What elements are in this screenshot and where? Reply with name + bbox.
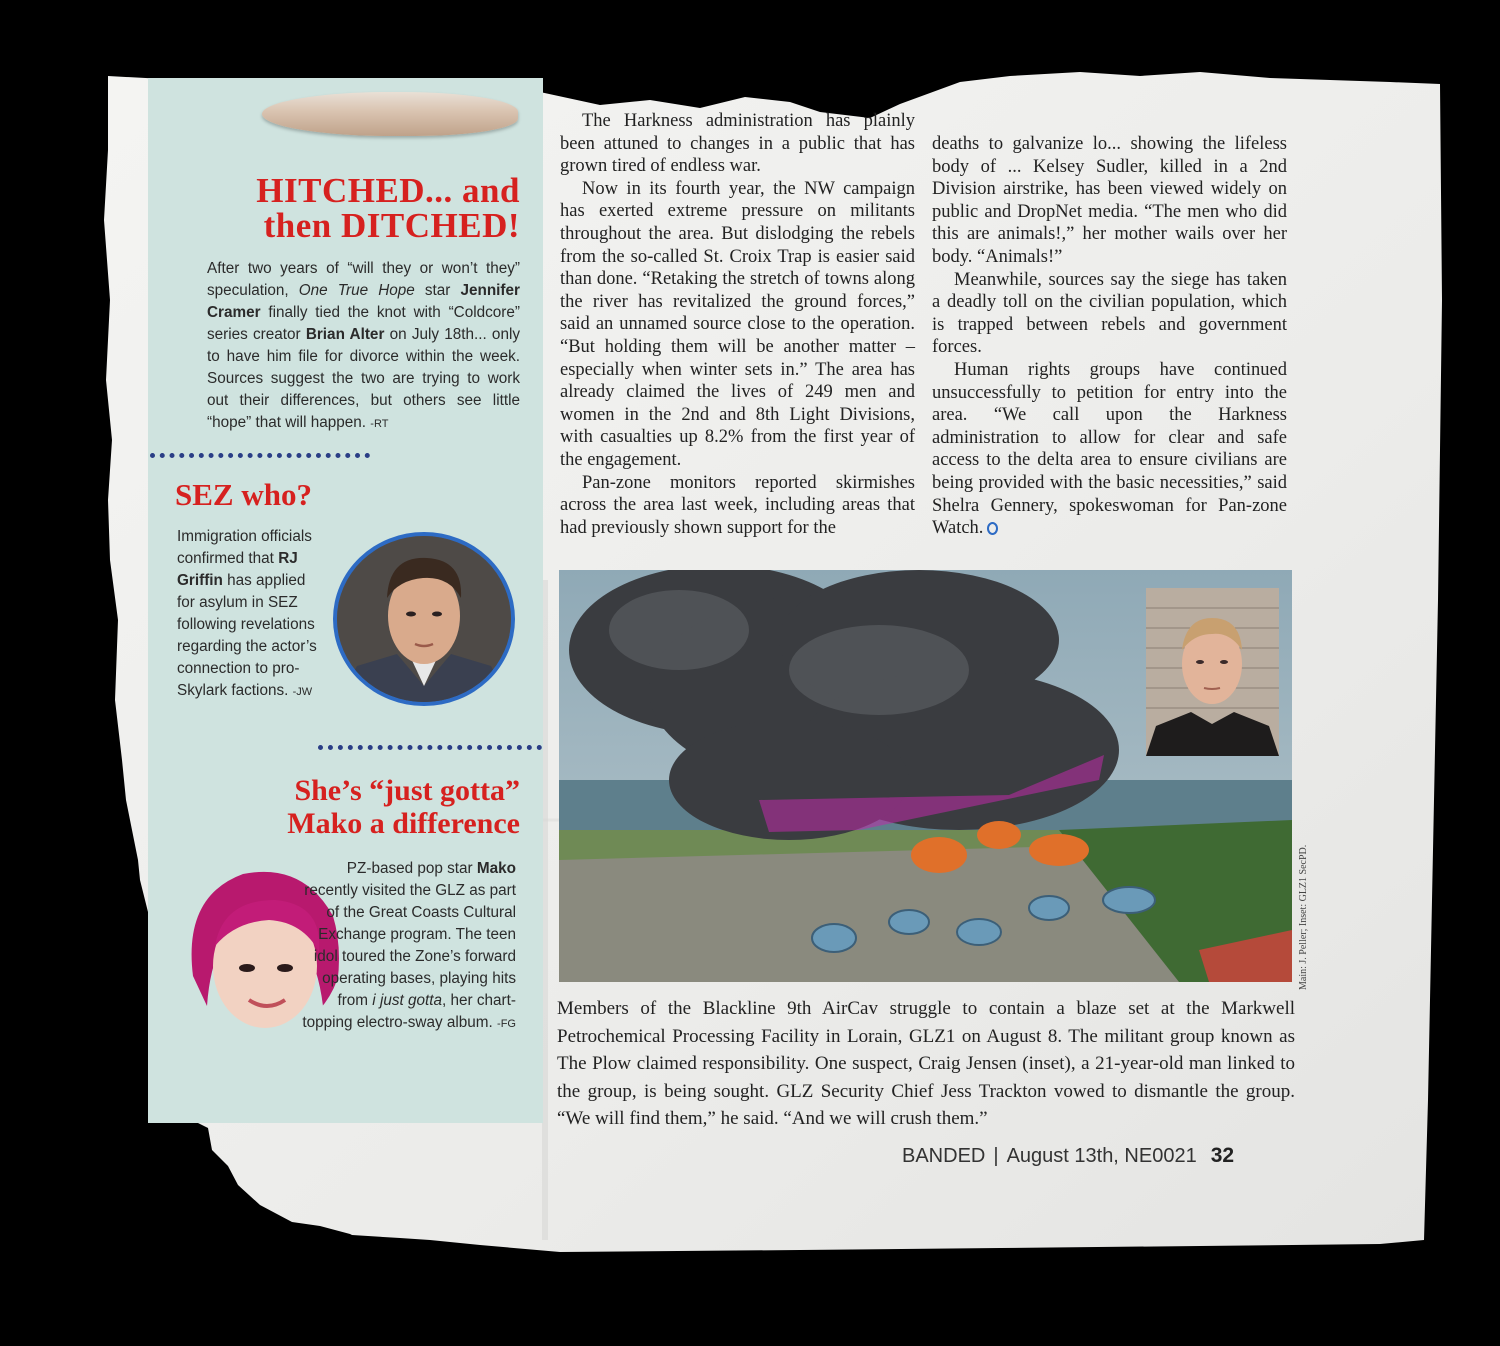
issue-date: August 13th, NE0021	[1006, 1145, 1197, 1167]
photo-caption: Members of the Blackline 9th AirCav struggle to contain a blaze set at the Markwell Petrochemical Processing Facility in Lorain, GLZ1 on August 8. The militant group known as The Plow claimed responsibility. One suspect, Craig Jensen (inset), a 21-year-old man linked to the group, is being sought. GLZ Security Chief Jess Trackton vowed to dismantle the group. “We will find them,” he said. “And we will crush them.”	[557, 998, 1295, 1129]
story3-headline-line2: Mako a difference	[287, 807, 520, 840]
dotted-divider	[318, 745, 542, 750]
story1-headline-line2: then DITCHED!	[263, 206, 520, 245]
dotted-divider	[150, 453, 370, 458]
story3-headline-line1: She’s “just gotta”	[294, 774, 520, 807]
story2-body	[177, 526, 327, 703]
story2-headline: SEZ who?	[175, 477, 312, 512]
story1-body	[207, 258, 520, 435]
photo-credit-text: Main: J. Peller; Inset: GLZ1 SecPD.	[1298, 844, 1309, 990]
celebrity-name: RJ Griffin	[177, 550, 298, 589]
celebrity-name: Mako	[476, 860, 516, 877]
article-column-2	[932, 133, 1287, 540]
album-title: i just gotta	[372, 992, 443, 1009]
story2-text: Immigration officials confirmed that	[177, 528, 312, 567]
footer-separator: |	[993, 1145, 999, 1167]
story3-headline	[150, 774, 520, 840]
story1-headline-line1: HITCHED... and	[256, 171, 520, 210]
article-column-1	[560, 110, 915, 539]
celebrity-name: Brian Alter	[305, 326, 385, 343]
end-mark-icon	[987, 522, 998, 535]
story3-body	[300, 858, 516, 1035]
celebrity-name: Jennifer Cramer	[207, 282, 520, 321]
story1-text: on July 18th... only to have him file for divorce within the week. Sources suggest the two are trying to work out their differences, but others see little “hope” that will happen.	[207, 326, 520, 431]
story1-text: star	[414, 282, 461, 299]
story3-text: recently visited the GLZ as part of the Great Coasts Cultural Exchange program. The teen idol toured the Zone’s forward operating bases, playing hits from	[304, 882, 516, 1009]
publication-name: BANDED	[902, 1145, 986, 1167]
show-title: One True Hope	[298, 282, 415, 299]
suspect-mugshot-inset	[1146, 588, 1279, 756]
story3-text: , her chart-topping electro-sway album.	[302, 992, 516, 1031]
article-paragraph-text: Human rights groups have continued unsuccessfully to petition for entry into the area. “We call upon the Harkness administration to allow for clear and safe access to the delta area to ensure civilians are being provided with the basic necessities,” said Shelra Gennery, spokeswoman for Pan-zone Watch.	[932, 359, 1287, 539]
article-paragraph: Now in its fourth year, the NW campaign has exerted extreme pressure on militants throughout the area. But dislodging the rebels from the so-called St. Croix Trap is easier said than done. “Retaking the stretch of towns along the river has revitalized the ground forces,” said an unnamed source close to the operation. “But holding them will be another matter – especially when winter sets in.” The area has already claimed the lives of 249 men and women in the 2nd and 8th Light Divisions, with casualties up 8.2% from the first year of the engagement.	[560, 178, 915, 470]
photo-credit	[1296, 780, 1312, 990]
author-initials: -JW	[292, 686, 313, 698]
article-paragraph: The Harkness administration has plainly been attuned to changes in a public that has grown tired of endless war.	[560, 111, 915, 177]
article-paragraph: deaths to galvanize lo... showing the lifeless body of ... Kelsey Sudler, killed in a 2nd Division airstrike, has been viewed widely on public and DropNet media. “The men who did this are animals!,” her mother wails over her body. “Animals!”	[932, 134, 1287, 267]
story1-headline	[190, 173, 520, 243]
story2-text: has applied for asylum in SEZ following revelations regarding the actor’s connection to pro-Skylark factions.	[177, 572, 317, 699]
story1-text: After two years of “will they or won’t they” speculation,	[207, 260, 520, 299]
author-initials: -FG	[497, 1018, 516, 1030]
story3-text: PZ-based pop star	[346, 860, 477, 877]
actor-portrait	[333, 532, 515, 706]
stone-decoration	[262, 92, 518, 136]
page-footer	[902, 1144, 1234, 1168]
article-paragraph	[932, 359, 1287, 540]
story1-text: finally tied the knot with “Coldcore” series creator	[207, 304, 520, 343]
article-paragraph: Meanwhile, sources say the siege has taken a deadly toll on the civilian population, which is trapped between rebels and government forces.	[932, 269, 1287, 358]
author-initials: -RT	[370, 418, 389, 430]
article-paragraph: Pan-zone monitors reported skirmishes across the area last week, including areas that had previously shown support for the	[560, 472, 915, 538]
page-number: 32	[1210, 1144, 1235, 1167]
